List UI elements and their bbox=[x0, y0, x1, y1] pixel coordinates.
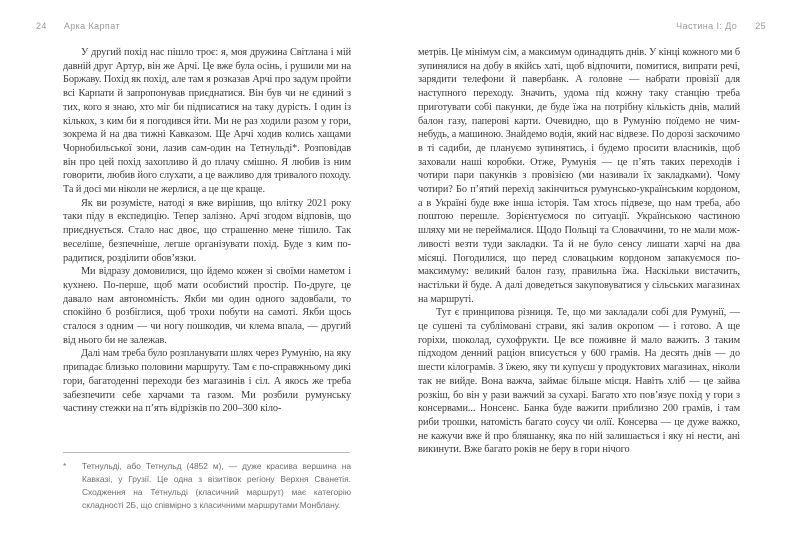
paragraph: Ми відразу домовилися, що йдемо кожен зі своїми наметом і кухнею. По-перше, щоб мати особистий простір. По-друге, це давало нам автономність. Якби ми один одного задовбали, то спокійно б розбіглися, щоб трохи побути на самоті. Якби щось сталося з одним — чи ногу пошкодив, чи клема впала, — другий від нього би не залежав. bbox=[63, 266, 351, 346]
running-head-part-title: Частина І: До bbox=[676, 21, 738, 31]
paragraph: Як ви розумієте, натоді я вже вирішив, що влітку 2021 року таки піду в експедицію. Тепер залізно. Арчі згодом відповів, що приєднується. Стало нас двоє, що страшенно мене тішило. Так веселіше, безпечніше, легше організувати похід. Буде з ким порадитися, розділити обов’язки. bbox=[63, 197, 351, 264]
paragraph: Далі нам треба було розпланувати шлях через Румунію, на яку припадає близько половини маршруту. Там є по-справжньому дикі гори, багатоденні переходи без магазинів і сіл. А якось же треба забезпечити себе харчами та газом. Ми розбили румунську частину стежки на п’ять відрізків по 200–300 кіло- bbox=[63, 348, 351, 415]
body-text-left bbox=[63, 46, 351, 416]
page-number-left: 24 bbox=[36, 21, 47, 31]
paragraph: метрів. Це мінімум сім, а максимум одинадцять днів. У кінці кожного ми б зупинялися на добу в якійсь хаті, щоб відпочити, помитися, випрати речі, зарядити телефони й павербанк. А головне — набрати провізії для наступного переходу. Значить, удома під кожну таку станцію треба приготувати собі пакунки, де буде їжа на потрібну кількість днів, малий балон газу, паперові карти. Очевидно, що в Румунію поїдемо не чим-небудь, а машиною. Знайдемо водія, який нас відвезе. По дорозі заскочимо в ті садиби, де плануємо зупинятись, і будемо просити власників, щоб заховали наші коробки. Отже, Румунія — це п’ять таких переходів і чотири пари пакунків з провізією (ми називали їх закладками). Чому чотири? Бо п’ятий перехід закінчиться румунсько-українським кордоном, а в Україні буде вже інша історія. Там хтось підвезе, що нам треба, або поштою перешле. Зорієнтуємося по ситуації. Українською частиною шляху ми не переймалися. Щодо Польщі та Словаччини, то не мали можливості везти туди закладки. Та й не було сенсу лишати харчі на два місяці. Погодилися, що перед словацьким кордоном запакуємося по-максимуму: великий балон газу, правильна їжа. Наскільки вистачить, настільки й буде. А далі доведеться закуповуватися у сільських магазинах на маршруті. bbox=[418, 47, 740, 305]
body-text-right bbox=[418, 46, 740, 457]
running-header-right bbox=[400, 21, 800, 31]
running-head-book-title: Арка Карпат bbox=[63, 21, 120, 31]
running-header-left bbox=[0, 21, 400, 31]
paragraph: У другий похід нас пішло троє: я, моя дружина Світлана і мій давній друг Артур, він же Арчі. Це вже була осінь, і рушили ми на Боржаву. Похід як похід, але там я розказав Арчі про задум пройти всі Карпати й запропонував приєднатися. Він був чи не єдиний з тих, кого я знаю, хто міг би підписатися на таку дурість. І один із кількох, з ким би я погодився йти. Ми не раз ходили разом у гори, зокрема й на два тижні Кавказом. Ще Арчі ходив колись хащами Чорнобильської зони, лазив сам-один на Тетнульді*. Розповідав він про цей похід захопливо й до плачу смішно. Я любив із ним говорити, любив його слухати, а це важливо для тривалого походу. Та й досі ми ніколи не жерлися, а це ще краще. bbox=[63, 47, 351, 196]
paragraph: Тут є принципова різниця. Те, що ми закладали собі для Румунії, — це сушені та сублімовані страви, які залив окропом — і готово. А ще горіхи, шоколад, сухофрукти. Це все поживне й мало важить. З таким підходом денний раціон вписується у 600 грамів. На десять днів — до шести кілограмів. З їжею, яку ти купуєш у продуктових магазинах, ніколи так не вийде. Вона важча, займає більше місця. Навіть хліб — це зайва розкіш, бо він у рази важчий за сухарі. Багато хто пов’язує похід у гори з консервами... Нонсенс. Банка буде важити приблизно 200 грамів, і там риби трошки, натомість багато соусу чи олії. Консерва — це дуже важко, не кажучи вже й про бляшанку, яка по ній залишається і яку ні нести, ані викинути. Вже багато років не беру в гори нічого bbox=[418, 307, 740, 456]
footnote-text: Тетнульді, або Тетнульд (4852 м), — дуже красива вершина на Кавказі, у Грузії. Це одна з візитівок регіону Верхня Сванетія. Сходження на Тетнульді (класичний маршрут) має категорію складності 2Б, що співмірно з класичними маршрутами Монблану. bbox=[82, 461, 351, 510]
footnote-rule bbox=[63, 452, 350, 453]
footnote-marker: * bbox=[63, 461, 67, 471]
footnote bbox=[63, 460, 351, 512]
footnote-block bbox=[63, 452, 351, 512]
page-number-right: 25 bbox=[755, 21, 766, 31]
page-right bbox=[400, 0, 800, 551]
